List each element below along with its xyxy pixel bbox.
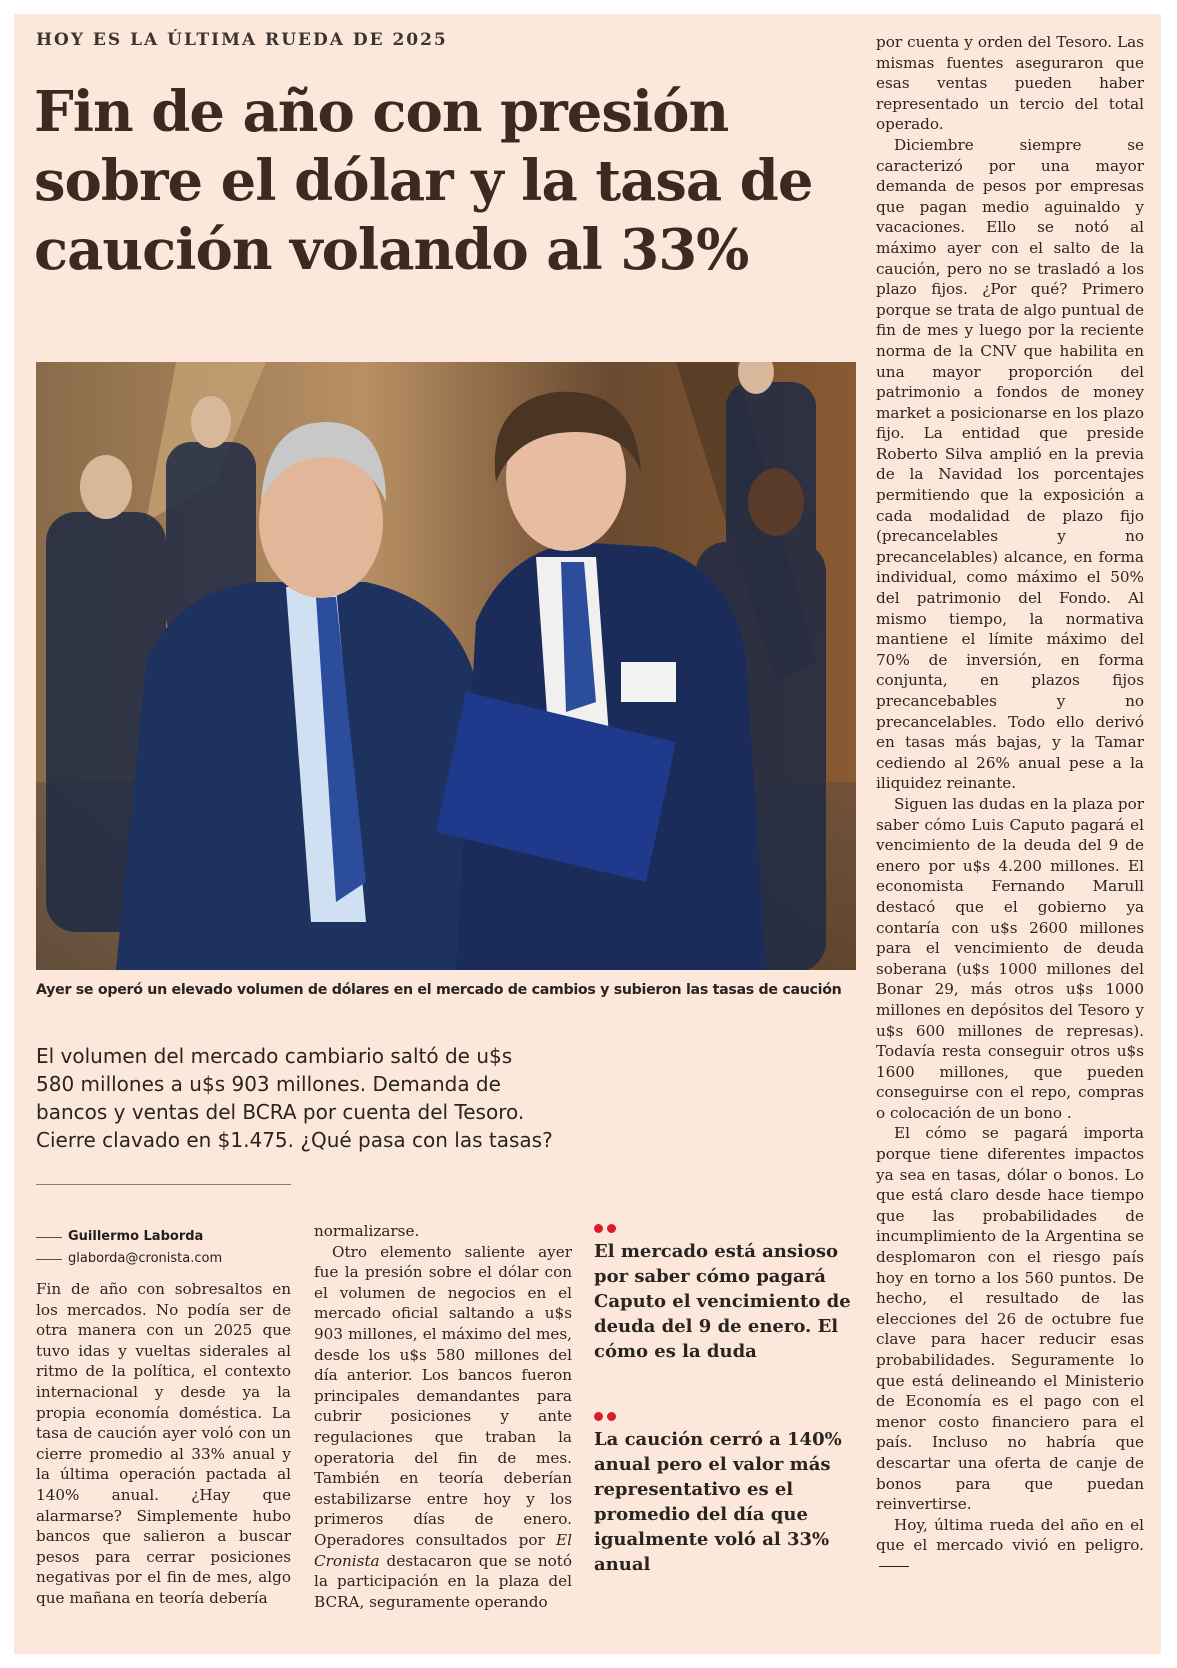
body-paragraph xyxy=(314,1242,572,1613)
author-name-line xyxy=(36,1226,296,1248)
red-dot-icon xyxy=(607,1224,616,1233)
body-text: Hoy, última rueda del año en el que el mercado vivió en peligro. xyxy=(876,1515,1144,1555)
author-email-line xyxy=(36,1248,296,1270)
red-dot-icon xyxy=(594,1412,603,1421)
pullquote-2 xyxy=(594,1412,854,1577)
body-column-1 xyxy=(36,1279,291,1609)
author-email[interactable]: glaborda@cronista.com xyxy=(68,1251,223,1266)
newspaper-page xyxy=(14,14,1161,1654)
article-deck: El volumen del mercado cambiario saltó de u$s 580 millones a u$s 903 millones. Demanda de bancos y ventas del BCRA por cuenta del Tesoro. Cierre clavado en $1.475. ¿Qué pasa con las tasas? xyxy=(36,1044,553,1152)
body-paragraph: Diciembre siempre se caracterizó por una mayor demanda de pesos por empresas que pagan medio aguinaldo y vacaciones. Ello se notó al máximo ayer con el salto de la caución, pero no se trasladó a los plazo fijos. ¿Por qué? Primero porque se trata de algo puntual de fin de mes y luego por la reciente norma de la CNV que habilita en una mayor proporción del patrimonio a fondos de money market a posicionarse en los plazo fijo. La entidad que preside Roberto Silva amplió en la previa de la Navidad los porcentajes permitiendo que la exposición a cada modalidad de plazo fijo (precancelables y no precancelables) alcance, en forma individual, como máximo el 50% del patrimonio del Fondo. Al mismo tiempo, la normativa mantiene el límite máximo del 70% de inversión, en forma conjunta, en plazos fijos precancebables y no precancelables. Todo ello derivó en tasas más bajas, y la Tamar cediendo al 26% anual pese a la iliquidez reinante. xyxy=(876,135,1144,793)
red-dot-icon xyxy=(594,1224,603,1233)
pullquote-text: La caución cerró a 140% anual pero el valor más representativo es el promedio del día que igualmente voló al 33% anual xyxy=(594,1429,842,1575)
pullquote-1 xyxy=(594,1224,854,1364)
red-dot-icon xyxy=(607,1412,616,1421)
body-text: Otro elemento saliente ayer fue la presión sobre el dólar con el volumen de negocios en el mercado oficial saltando a u$s 903 millones, el máximo del mes, desde los u$s 580 millones del día anterior. Los bancos fueron principales demandantes para cubrir posiciones y ante regulaciones que traban la operatoria del fin de mes. También en teoría deberían estabilizarse entre hoy y los primeros días de enero. Operadores consultados por xyxy=(314,1242,572,1549)
pullquote-text: El mercado está ansioso por saber cómo pagará Caputo el vencimiento de deuda del 9 de enero. El cómo es la duda xyxy=(594,1241,851,1362)
author-name: Guillermo Laborda xyxy=(68,1229,204,1244)
end-mark xyxy=(879,1566,909,1567)
author-byline xyxy=(36,1226,296,1270)
photo-caption: Ayer se operó un elevado volumen de dólares en el mercado de cambios y subieron las tasas de caución xyxy=(36,982,842,998)
body-paragraph: El cómo se pagará importa porque tiene diferentes impactos ya sea en tasas, dólar o bonos. Lo que está claro desde hace tiempo que las probabilidades de incumplimiento de la Argentina se desplomaron con el riesgo país hoy en torno a los 560 puntos. De hecho, el resultado de las elecciones del 26 de octubre fue clave para hacer reducir esas probabilidades. Seguramente lo que está delineando el Ministerio de Economía es el pago con el menor costo financiero para el país. Incluso no habría que descartar una oferta de canje de bonos para que puedan reinvertirse. xyxy=(876,1124,1144,1514)
body-paragraph: Siguen las dudas en la plaza por saber cómo Luis Caputo pagará el vencimiento de la deuda del 9 de enero por u$s 4.200 millones. El economista Fernando Marull destacó que el gobierno ya contaría con u$s 2600 millones para el vencimiento de deuda soberana (u$s 1000 millones del Bonar 29, más otros u$s 1000 millones en depósitos del Tesoro y u$s 600 millones de represas). Todavía resta conseguir otros u$s 1600 millones, que pueden conseguirse con el repo, compras o colocación de un bono . xyxy=(876,794,1144,1122)
body-paragraph xyxy=(876,1515,1144,1577)
body-text: destacaron que se notó la participación en la plaza del BCRA, seguramente operando xyxy=(314,1551,573,1611)
publication-name: El Cronista xyxy=(314,1530,572,1570)
body-column-2 xyxy=(314,1221,572,1612)
deck-divider xyxy=(36,1184,291,1185)
byline-dash xyxy=(36,1259,62,1260)
body-column-4 xyxy=(876,32,1144,1577)
body-paragraph: por cuenta y orden del Tesoro. Las mismas fuentes aseguraron que esas ventas pueden haber representado un tercio del total operado. xyxy=(876,33,1144,134)
pullquote-dots xyxy=(594,1412,854,1421)
article-photo xyxy=(36,362,856,970)
body-paragraph: Fin de año con sobresaltos en los mercados. No podía ser de otra manera con un 2025 que tuvo idas y vueltas siderales al ritmo de la política, el contexto internacional y desde ya la propia economía doméstica. La tasa de caución ayer voló con un cierre promedio al 33% anual y la última operación pactada al 140% anual. ¿Hay que alarmarse? Simplemente hubo bancos que salieron a buscar pesos para cerrar posiciones negativas por el fin de mes, algo que mañana en teoría debería xyxy=(36,1280,291,1607)
body-paragraph: normalizarse. xyxy=(314,1222,420,1240)
pullquote-dots xyxy=(594,1224,854,1233)
kicker: HOY ES LA ÚLTIMA RUEDA DE 2025 xyxy=(36,30,448,50)
headline: Fin de año con presión sobre el dólar y la tasa de caución volando al 33% xyxy=(34,79,813,283)
byline-dash xyxy=(36,1237,62,1238)
